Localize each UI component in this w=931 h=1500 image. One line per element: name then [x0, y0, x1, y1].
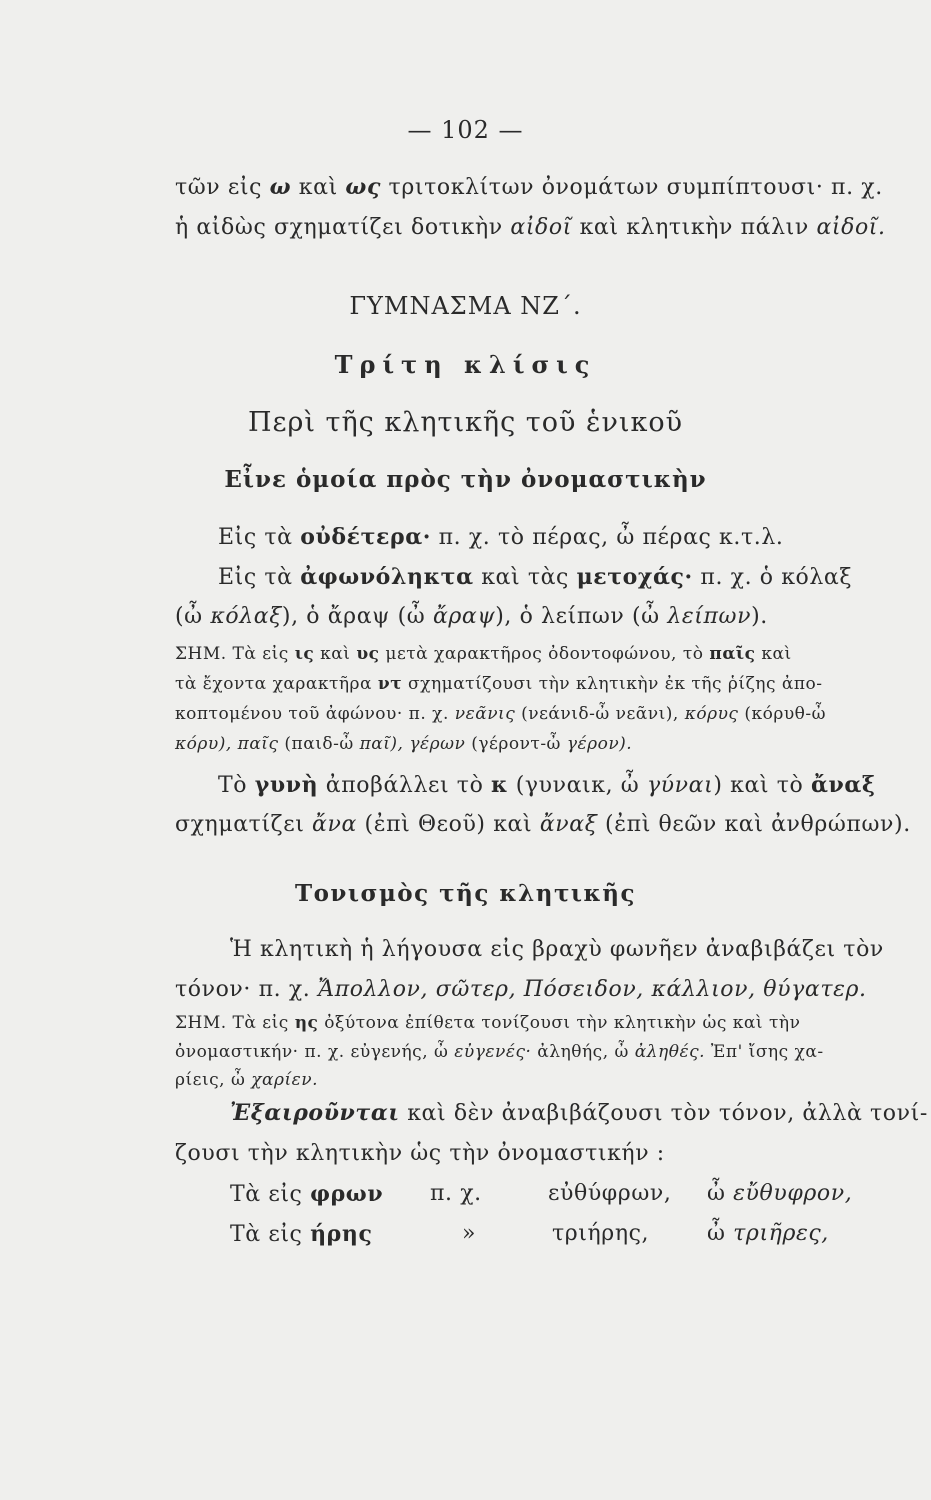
rule-neuter: [218, 524, 784, 550]
ending: ντ: [377, 674, 403, 694]
example: νεᾶνις: [454, 704, 516, 724]
text: τόνον· π. χ.: [175, 977, 318, 1002]
text: ), ὁ ἄραψ (ὦ: [281, 604, 433, 629]
example: ἀληθές.: [634, 1042, 705, 1062]
text: καὶ τὰς: [473, 565, 577, 590]
text: Τὰ εἰς: [230, 1222, 311, 1247]
emphasis: ως: [345, 174, 381, 200]
note-2-line-2: [175, 1042, 824, 1062]
example-vocative: [707, 1181, 852, 1206]
text: ), ὁ λείπων (ὦ: [495, 604, 668, 629]
text: (κόρυθ-ὦ: [738, 704, 827, 724]
ending: ις: [294, 644, 315, 664]
text: ἀληθής, ὦ: [531, 1042, 635, 1062]
emphasis: ω: [269, 174, 292, 200]
exercise-title: ΓΥΜΝΑΣΜΑ ΝΖ΄.: [349, 292, 582, 320]
text: (παιδ-ὦ: [278, 734, 360, 754]
rule-gyne-line-1: [218, 772, 876, 798]
text: ΣΗΜ. Τὰ εἰς: [175, 644, 295, 664]
example-nominative: εὐθύφρων,: [548, 1181, 672, 1206]
section-title: Περὶ τῆς κλητικῆς τοῦ ἑνικοῦ: [247, 407, 684, 438]
note-1-line-4: [175, 734, 632, 754]
example: κόρυ), παῖς: [175, 734, 279, 754]
example-label: [230, 1221, 372, 1247]
text: ὦ: [707, 1221, 734, 1246]
text: καὶ: [291, 175, 346, 200]
text: ).: [751, 604, 768, 629]
example: χαρίεν.: [251, 1070, 319, 1090]
text: καὶ: [314, 644, 357, 664]
example: εὔθυφρον,: [733, 1181, 853, 1206]
example-nominative: τριήρης,: [552, 1221, 650, 1246]
emphasis: αἰδοῖ: [510, 215, 572, 240]
text: Τὰ εἰς: [230, 1182, 311, 1207]
text: μετὰ χαρακτῆρος ὀδοντοφώνου, τὸ: [379, 644, 710, 664]
example: ἄραψ: [432, 604, 496, 629]
keyword: Ἐξαιροῦνται: [230, 1100, 400, 1126]
text: ὦ: [707, 1181, 734, 1206]
example: λείπων: [667, 604, 752, 629]
text: π. χ. τὸ πέρας, ὦ πέρας κ.τ.λ.: [431, 525, 784, 550]
text: τὰ ἔχοντα χαρακτῆρα: [175, 674, 378, 694]
example: κόρυς: [684, 704, 739, 724]
text: ὀνομαστικήν· π. χ. εὐγενής, ὦ: [175, 1042, 455, 1062]
example: τριῆρες,: [733, 1221, 829, 1246]
note-2-line-3: [175, 1070, 318, 1090]
keyword: ἄναξ: [810, 772, 876, 798]
ending: ης: [294, 1013, 319, 1033]
intro-line-1: [175, 174, 883, 200]
text: (νεάνιδ-ὦ νεᾶνι),: [515, 704, 685, 724]
text: (ἐπὶ Θεοῦ) καὶ: [356, 812, 540, 837]
example: κόλαξ: [210, 604, 282, 629]
note-1-line-2: [175, 674, 823, 694]
example: παῖ), γέρων: [359, 734, 466, 754]
example: ἄναξ: [539, 812, 598, 837]
text: ρίεις, ὦ: [175, 1070, 252, 1090]
examples: Ἄπολλον, σῶτερ, Πόσειδον, κάλλιον, θύγατερ.: [317, 977, 867, 1002]
text: Τὸ: [218, 773, 255, 798]
text: ) καὶ τὸ: [713, 773, 811, 798]
example: γύναι: [646, 773, 714, 798]
note-1-line-1: [175, 644, 792, 664]
emphasis: αἰδοῖ.: [816, 215, 886, 240]
example: εὐγενές·: [454, 1042, 532, 1062]
text: (γέροντ-ὦ: [465, 734, 567, 754]
note-2-line-1: [175, 1013, 800, 1033]
intro-line-2: [175, 215, 886, 240]
rule-mute-stems-line-2: [175, 604, 768, 629]
page-number: — 102 —: [407, 116, 524, 144]
ending: υς: [356, 644, 380, 664]
accent-title: Τονισμὸς τῆς κλητικῆς: [294, 880, 637, 907]
example-ref: π. χ.: [430, 1181, 482, 1206]
text: Εἰς τὰ: [218, 525, 301, 550]
text: τῶν εἰς: [175, 175, 270, 200]
text: σχηματίζουσι τὴν κλητικὴν ἐκ τῆς ῥίζης ἀπο-: [402, 674, 823, 694]
text: (ὦ: [175, 604, 211, 629]
keyword: παῖς: [709, 644, 756, 664]
text: καὶ κλητικὴν πάλιν: [571, 215, 817, 240]
declension-title: Τρίτη κλίσις: [334, 350, 597, 379]
text: τριτοκλίτων ὀνομάτων συμπίπτουσι· π. χ.: [380, 175, 883, 200]
rule-gyne-line-2: [175, 812, 911, 837]
note-1-line-3: [175, 704, 826, 724]
keyword: μετοχάς·: [576, 564, 693, 590]
text: καὶ: [755, 644, 792, 664]
text: καὶ δὲν ἀναβιβάζουσι τὸν τόνον, ἀλλὰ τονί-: [399, 1101, 928, 1126]
example: γέρον).: [566, 734, 633, 754]
example: ἄνα: [312, 812, 357, 837]
text: ὀξύτονα ἐπίθετα τονίζουσι τὴν κλητικὴν ὡς καὶ τὴν: [318, 1013, 801, 1033]
text: π. χ. ὁ κόλαξ: [692, 565, 853, 590]
example-label: [230, 1181, 383, 1207]
keyword: ἀφωνόληκτα: [300, 564, 474, 590]
keyword: γυνὴ: [254, 772, 319, 798]
text: ἡ αἰδὼς σχηματίζει δοτικὴν: [175, 215, 511, 240]
accent-rule-line-1: Ἡ κλητικὴ ἡ λήγουσα εἰς βραχὺ φωνῆεν ἀναβιβάζει τὸν: [230, 937, 884, 962]
example-ref: »: [462, 1221, 477, 1246]
text: κοπτομένου τοῦ ἀφώνου· π. χ.: [175, 704, 455, 724]
text: ΣΗΜ. Τὰ εἰς: [175, 1013, 295, 1033]
text: ἀποβάλλει τὸ: [318, 773, 492, 798]
keyword: κ: [491, 772, 509, 798]
exceptions-line-2: ζουσι τὴν κλητικὴν ὡς τὴν ὀνομαστικήν :: [175, 1141, 665, 1166]
example-vocative: [707, 1221, 829, 1246]
subsection-title: Εἶνε ὁμοία πρὸς τὴν ὀνομαστικὴν: [224, 466, 707, 493]
exceptions-line-1: [230, 1100, 928, 1126]
text: (γυναικ, ὦ: [508, 773, 647, 798]
rule-mute-stems-line-1: [218, 564, 852, 590]
text: Ἐπ' ἴσης χα-: [705, 1042, 824, 1062]
accent-rule-line-2: [175, 977, 867, 1002]
text: Εἰς τὰ: [218, 565, 301, 590]
ending: ήρης: [310, 1221, 373, 1247]
ending: φρων: [310, 1181, 384, 1207]
text: σχηματίζει: [175, 812, 313, 837]
text: (ἐπὶ θεῶν καὶ ἀνθρώπων).: [597, 812, 911, 837]
keyword: οὐδέτερα·: [300, 524, 432, 550]
